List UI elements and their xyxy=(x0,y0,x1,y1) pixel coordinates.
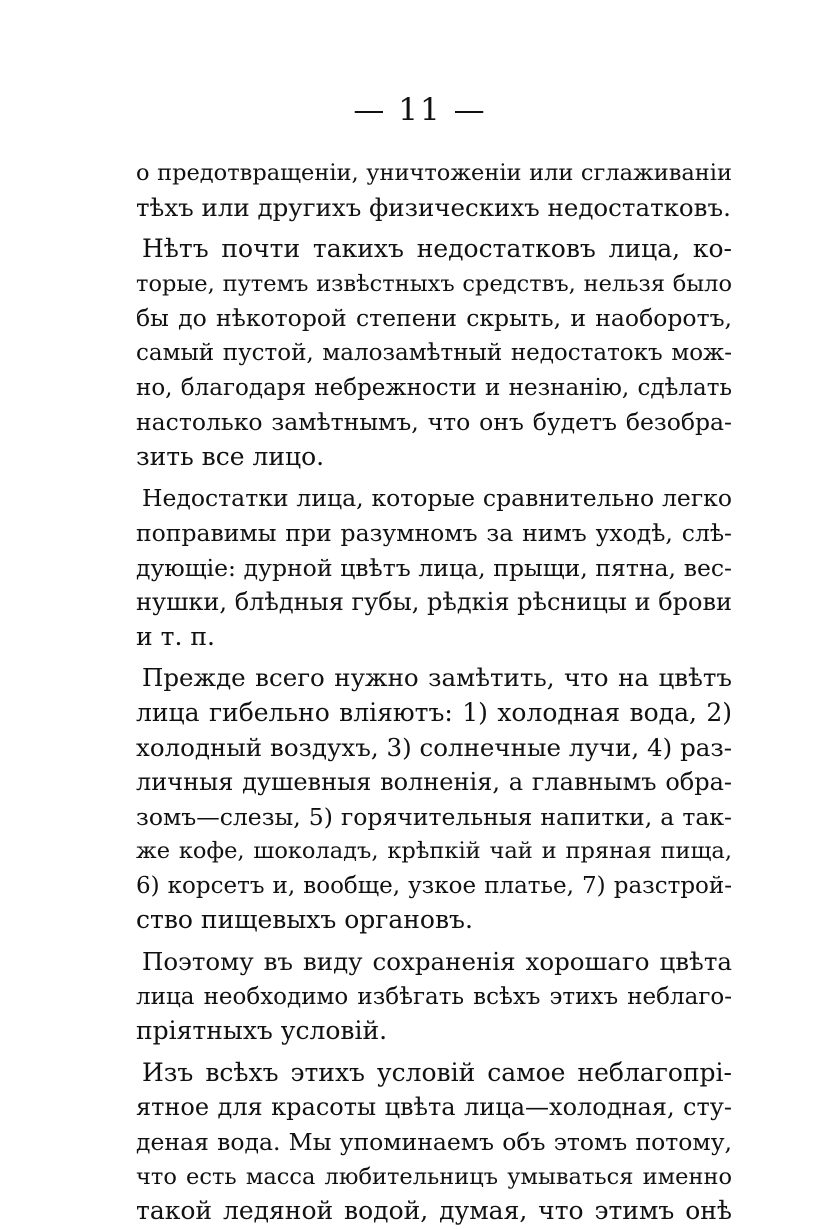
paragraph xyxy=(136,661,732,938)
text-line: ятное для красоты цвѣта лица—холодная, сту- xyxy=(136,1093,732,1122)
text-line: тѣхъ или другихъ физическихъ недостатковъ. xyxy=(136,192,731,222)
text-line: Изъ всѣхъ этихъ условій самое неблагопрі- xyxy=(142,1057,732,1087)
text-line: что есть масса любительницъ умываться именно xyxy=(136,1163,732,1190)
text-line: и т. п. xyxy=(136,621,215,651)
text-line: Прежде всего нужно замѣтить, что на цвѣтъ xyxy=(142,663,732,693)
text-line: личныя душевныя волненія, а главнымъ обра- xyxy=(136,768,732,797)
paragraph xyxy=(136,232,732,474)
text-line: же кофе, шоколадъ, крѣпкій чай и пряная пища, xyxy=(136,838,732,865)
text-line: ство пищевыхъ органовъ. xyxy=(136,905,473,935)
text-line: торые, путемъ извѣстныхъ средствъ, нельзя было xyxy=(136,270,732,297)
paragraph xyxy=(136,945,732,1049)
text-line: Поэтому въ виду сохраненія хорошаго цвѣта xyxy=(142,947,732,977)
paragraph xyxy=(136,481,732,654)
text-line: такой ледяной водой, думая, что этимъ онѣ xyxy=(136,1196,732,1226)
text-line: зомъ—слезы, 5) горячительныя напитки, а так- xyxy=(136,802,732,831)
text-line: самый пустой, малозамѣтный недостатокъ мож- xyxy=(136,339,732,366)
text-line: дующіе: дурной цвѣтъ лица, прыщи, пятна, вес- xyxy=(136,553,732,582)
text-line: бы до нѣкоторой степени скрыть, и наоборотъ, xyxy=(136,304,732,333)
text-line: Недостатки лица, которые сравнительно легко xyxy=(142,484,732,513)
text-line: 6) корсетъ и, вообще, узкое платье, 7) разстрой- xyxy=(136,872,732,899)
text-line: Нѣтъ почти такихъ недостатковъ лица, ко- xyxy=(142,234,732,264)
body-text xyxy=(136,156,732,1229)
text-line: зить все лицо. xyxy=(136,441,325,471)
text-line: лица необходимо избѣгать всѣхъ этихъ неблаго- xyxy=(136,983,732,1010)
page-number: — 11 — xyxy=(353,92,487,128)
text-line: настолько замѣтнымъ, что онъ будетъ безобра- xyxy=(136,408,732,437)
text-line: лица гибельно вліяютъ: 1) холодная вода, 2) xyxy=(136,697,732,727)
paragraph xyxy=(136,156,732,225)
paragraph xyxy=(136,1056,732,1229)
text-line: о предотвращеніи, уничтоженіи или сглаживаніи xyxy=(136,160,732,186)
text-line: но, благодаря небрежности и незнанію, сдѣлать xyxy=(136,374,732,401)
text-line: пріятныхъ условій. xyxy=(136,1016,388,1046)
text-line: холодный воздухъ, 3) солнечные лучи, 4) раз- xyxy=(136,732,732,762)
text-line: нушки, блѣдныя губы, рѣдкія рѣсницы и брови xyxy=(136,588,732,617)
text-line: деная вода. Мы упоминаемъ объ этомъ потому, xyxy=(136,1128,732,1157)
text-line: поправимы при разумномъ за нимъ уходѣ, слѣ- xyxy=(136,518,732,547)
